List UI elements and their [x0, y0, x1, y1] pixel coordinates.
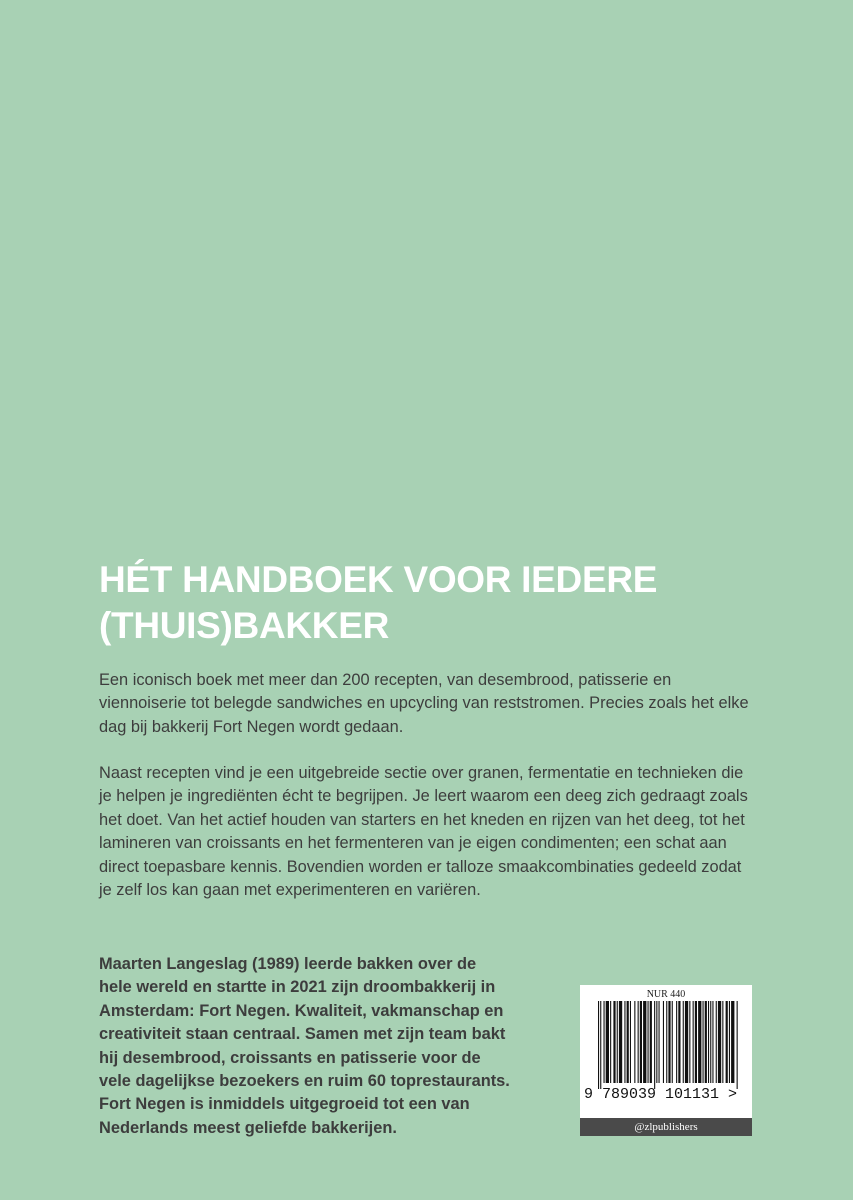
barcode-bar: [676, 1001, 677, 1083]
barcode-bar: [598, 1001, 599, 1089]
text-line: viennoiserie tot belegde sandwiches en upcycling van reststromen. Precies zoals het elke: [99, 694, 749, 713]
barcode-bar: [685, 1001, 688, 1083]
nur-code: NUR 440: [646, 989, 686, 1000]
barcode-bar: [656, 1001, 657, 1083]
barcode-bar: [638, 1001, 639, 1083]
barcode-image: [598, 1001, 738, 1089]
title-line: HÉT HANDBOEK VOOR IEDERE: [99, 559, 658, 600]
barcode-bar: [722, 1001, 723, 1083]
text-line: Naast recepten vind je een uitgebreide sectie over granen, fermentatie en technieken die: [99, 764, 744, 782]
barcode-bar: [716, 1001, 717, 1083]
barcode-bar: [683, 1001, 684, 1083]
bio-line: Fort Negen is inmiddels uitgegroeid tot een van: [99, 1095, 470, 1114]
bio-line: hele wereld en startte in 2021 zijn droombakkerij in: [99, 978, 496, 997]
isbn-number: 9 789039 101131 >: [584, 1086, 738, 1103]
text-line: je zelf los kan gaan met experimenteren en variëren.: [99, 881, 481, 900]
barcode-bar: [726, 1001, 728, 1083]
back-cover-title: [99, 557, 799, 649]
barcode-bar: [705, 1001, 707, 1083]
text-line: Een iconisch boek met meer dan 200 recepten, van desembrood, patisserie en: [99, 671, 672, 689]
barcode-bar: [600, 1001, 601, 1089]
barcode-bar: [610, 1001, 611, 1083]
barcode-bar: [617, 1001, 618, 1083]
barcode-bar: [640, 1001, 642, 1083]
barcode-bar: [619, 1001, 622, 1083]
bio-line: creativiteit staan centraal. Samen met zijn team bakt: [99, 1025, 506, 1044]
barcode-bar: [731, 1001, 734, 1083]
barcode-bar: [698, 1001, 701, 1083]
intro-paragraph: [99, 669, 759, 739]
barcode-bar: [672, 1001, 673, 1083]
title-line: (THUIS)BAKKER: [99, 605, 390, 646]
barcode-bar: [606, 1001, 609, 1083]
barcode-bar: [624, 1001, 625, 1083]
barcode-bar: [708, 1001, 709, 1083]
barcode-bar: [666, 1001, 667, 1083]
barcode-bar: [659, 1001, 660, 1083]
bio-line: hij desembrood, croissants en patisserie voor de: [99, 1048, 481, 1067]
barcode-bar: [627, 1001, 629, 1083]
barcode-bar: [689, 1001, 690, 1083]
barcode-bar: [634, 1001, 635, 1083]
barcode-bar: [718, 1001, 721, 1083]
text-line: dag bij bakkerij Fort Negen wordt gedaan.: [99, 717, 404, 736]
text-line: je helpen je ingrediënten écht te begrijpen. Je leert waarom een deeg zich gedraagt zoals: [99, 787, 748, 806]
barcode-bar: [604, 1001, 605, 1083]
publisher-handle: @zlpublishers: [580, 1118, 752, 1136]
barcode-bar: [613, 1001, 615, 1083]
text-line: lamineren van croissants en het fermenteren van je eigen condimenten; een schat aan: [99, 834, 727, 853]
barcode-bar: [678, 1001, 680, 1083]
author-bio: [99, 953, 519, 1140]
description-paragraph: [99, 762, 759, 902]
barcode-bar: [654, 1001, 655, 1089]
bio-line: Amsterdam: Fort Negen. Kwaliteit, vakmanschap en: [99, 1001, 504, 1020]
barcode-bar: [648, 1001, 649, 1083]
barcode-bar: [710, 1001, 711, 1083]
barcode-bar: [737, 1001, 738, 1089]
barcode-bar: [729, 1001, 730, 1083]
barcode-bar: [663, 1001, 664, 1083]
barcode-bar: [668, 1001, 670, 1083]
isbn-barcode-block: [580, 985, 752, 1136]
barcode-bar: [643, 1001, 646, 1083]
barcode-bar: [703, 1001, 704, 1083]
barcode-bar: [712, 1001, 713, 1083]
text-line: direct toepasbare kennis. Bovendien worden er talloze smaakcombinaties gedeeld zodat: [99, 857, 742, 876]
text-line: het doet. Van het actief houden van starters en het kneden en rijzen van het deeg, tot het: [99, 810, 745, 829]
barcode-bar: [695, 1001, 697, 1083]
bio-line: Nederlands meest geliefde bakkerijen.: [99, 1118, 397, 1137]
barcode-bar: [650, 1001, 652, 1083]
barcode-bar: [630, 1001, 631, 1083]
barcode-bar: [693, 1001, 694, 1083]
bio-line: vele dagelijkse bezoekers en ruim 60 toprestaurants.: [99, 1072, 510, 1091]
bio-line: Maarten Langeslag (1989) leerde bakken over de: [99, 955, 477, 973]
